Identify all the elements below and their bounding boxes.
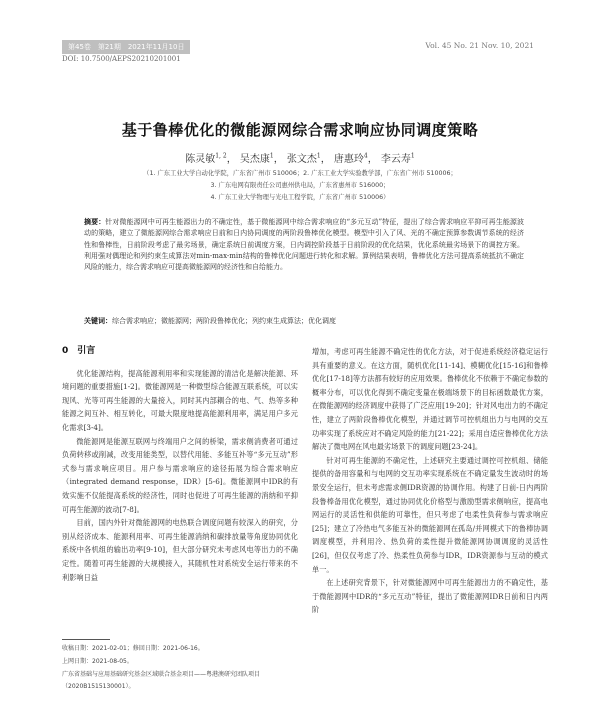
footnote: 收稿日期：2021-02-01；修回日期：2021-06-16。 — [62, 645, 204, 652]
author-list: 陈灵敏$^{1, 2}$， 吴杰康$^1$， 张文杰$^1$， 唐惠玲$^4$， 李云寿$^1$ — [185, 152, 415, 165]
body-paragraph: 目前，国内外针对微能源网的电热联合调度问题有较深入的研究，分别从经济成本、能源利用率、可再生能源消纳和碳排放量等角度协同优化系统中各机组的输出功率[9-10]，但大部分研究未考虑风电等出力的不确定性。随着可再生能源的大规模接入，其随机性对系统安全运行带来的不利影响日益 — [62, 518, 298, 582]
author-sup: 1 — [410, 152, 415, 160]
section-heading: 0 引言 — [62, 346, 96, 356]
author-sup: 1 — [269, 152, 274, 160]
author: 陈灵敏 — [185, 154, 216, 165]
doi: DOI: 10.7500/AEPS20210201001 — [62, 55, 181, 63]
keywords-label: 关键词： — [84, 317, 112, 325]
affiliation-line: 4. 广东工业大学物理与光电工程学院，广东省广州市 510006） — [210, 194, 390, 201]
abstract — [84, 217, 524, 273]
body-paragraph: 增加，考虑可再生能源不确定性的优化方法，对于促进系统经济稳定运行具有重要的意义。在这方面，随机优化[11-14]、模糊优化[15-16]和鲁棒优化[17-18]等方法都有较好的应用效果。鲁棒优化不依赖于不确定参数的概率分布，可以优化得到不确定变量在极端场景下的目标函数最优方案，在微能源网的经济调度中获得了广泛应用[19-20]；针对风电出力的不确定性，建立了两阶段鲁棒优化模型，并通过调节可控机组出力与电网的交互功率实现了系统应对不确定风险的能力[21-22]；采用自适应鲁棒优化方法解决了微电网在风电最劣场景下的调度问题[23-24]。 — [312, 347, 548, 452]
author-sup: 1 — [316, 152, 321, 160]
keywords — [84, 316, 524, 326]
abstract-label: 摘要： — [84, 218, 106, 226]
author-sup: 1, 2 — [215, 152, 227, 160]
author: 张文杰 — [286, 154, 317, 165]
body-paragraph: 在上述研究背景下，针对微能源网中可再生能源出力的不确定性，基于微能源网中IDR的“多元互动”特征，提出了微能源网IDR日前和日内两阶 — [312, 578, 548, 615]
body-paragraph: 优化能源结构，提高能源利用率和实现能源的清洁化是解决能源、环境问题的重要措施[1-2]。微能源网是一种微型综合能源互联系统，可以实现风、光等可再生能源的大量接入，同时其内部耦合的电、气、热等多种能源之间互补、相互转化，可最大限度地提高能源利用率，满足用户多元化需求[3-4]。 — [62, 368, 298, 432]
body-paragraph: 微能源网是能源互联网与终端用户之间的桥梁，需求侧消费者可通过负荷转移或削减，改变用能类型，以替代用能、多能互补等“多元互动”形式参与需求响应项目。用户参与需求响应的途径拓展为综合需求响应（integrated demand response，IDR）[5-6]。微能源网中IDR的有效实施不仅能提高系统的经济性，同时也促进了可再生能源的消纳和平抑可再生能源的波动[7-8]。 — [62, 436, 298, 514]
author-sup: 4 — [363, 152, 368, 160]
volume-info: Vol. 45 No. 21 Nov. 10, 2021 — [425, 41, 534, 50]
footnote-divider — [62, 639, 110, 640]
left-column — [62, 345, 298, 584]
body-paragraph: 针对可再生能源的不确定性，上述研究主要通过调控可控机组、储能提供的备用容量和与电网的交互功率实现系统在不确定量发生波动时的场景安全运行，但未考虑需求侧IDR资源的协调作用。构建了日前-日内两阶段鲁棒备用优化模型，通过协同优化价格型与激励型需求侧响应，提高电网运行的灵活性和供能的可靠性，但只考虑了电柔性负荷参与需求响应[25]；建立了冷热电气多能互补的微能源网在孤岛/并网模式下的鲁棒协调调度模型，并利用冷、热负荷的柔性提升微能源网协调调度的灵活性[26]，但仅仅考虑了冷、热柔性负荷参与IDR，IDR资源参与互动的模式单一。 — [312, 455, 548, 574]
keywords-text: 综合需求响应；微能源网；两阶段鲁棒优化；列约束生成算法；优化调度 — [112, 317, 336, 325]
affiliation-line: 3. 广东电网有限责任公司惠州供电局，广东省惠州市 516000； — [210, 182, 390, 189]
affiliation-line: （1. 广东工业大学自动化学院，广东省广州市 510006；2. 广东工业大学实验教学部，广东省广州市 510006； — [143, 170, 457, 177]
issue-badge: 第45卷 第21期 2021年11月10日 — [62, 40, 190, 54]
author: 李云寿 — [380, 154, 411, 165]
author: 吴杰康 — [239, 154, 270, 165]
author: 唐惠玲 — [333, 154, 364, 165]
paper-title: 基于鲁棒优化的微能源网综合需求响应协同调度策略 — [121, 121, 479, 139]
footnote: 上网日期：2021-08-05。 — [62, 658, 133, 665]
right-column — [312, 345, 548, 617]
footnote: 广东省基础与应用基础研究基金区域联合基金项目——粤港澳研究团队项目（2020B1515130001）。 — [62, 671, 261, 690]
abstract-text: 针对微能源网中可再生能源出力的不确定性，基于微能源网中综合需求响应的“多元互动”特征，提出了综合需求响应平抑可再生能源波动的策略，建立了微能源网综合需求响应日前和日内协同调度的两阶段鲁棒优化模型。模型中引入了风、光的不确定预算参数调节系统的经济性和鲁棒性，日前阶段考虑了最劣场景，确定系统日前调度方案，日内调控阶段基于日前阶段的优化结果，优化系统最劣场景下的调控方案。利用强对偶理论和列约束生成算法对min-max-min结构的鲁棒优化问题进行转化和求解。算例结果表明，鲁棒优化方法可提高系统抵抗不确定风险的能力，综合需求响应可提高微能源网的经济性和自给能力。 — [84, 218, 525, 272]
